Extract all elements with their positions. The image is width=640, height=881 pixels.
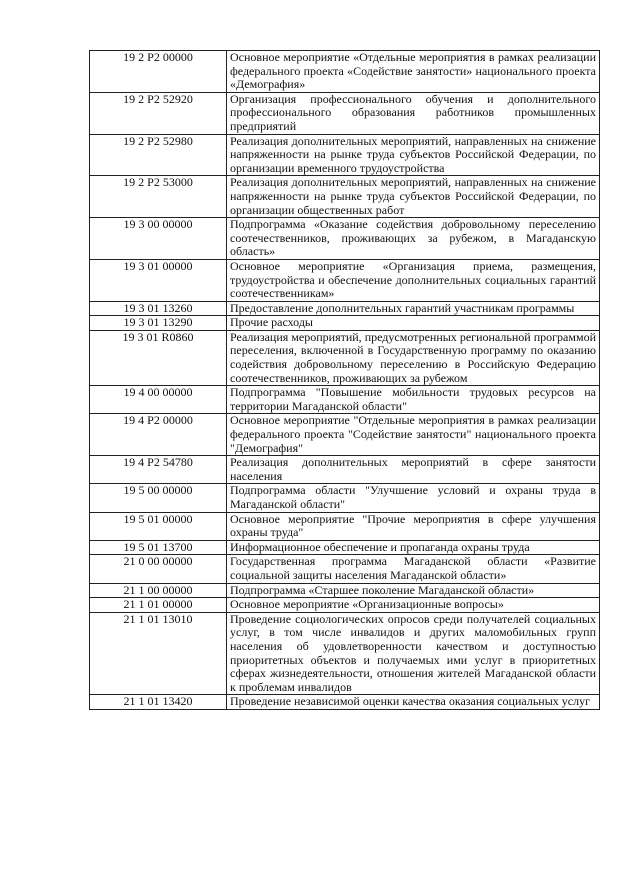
table-row — [90, 218, 600, 260]
row-description: Основное мероприятие «Организация приема, размещения, трудоустройства и обеспечение дополнительных социальных гарантий соотечественникам» — [227, 259, 600, 301]
row-description: Предоставление дополнительных гарантий участникам программы — [227, 301, 600, 316]
row-description: Прочие расходы — [227, 316, 600, 331]
table-row — [90, 583, 600, 598]
classification-code: 19 3 01 R0860 — [90, 330, 227, 385]
row-description: Реализация дополнительных мероприятий в сфере занятости населения — [227, 456, 600, 484]
row-description: Основное мероприятие «Организационные вопросы» — [227, 598, 600, 613]
table-row — [90, 695, 600, 710]
table-row — [90, 512, 600, 540]
row-description: Подпрограмма области "Улучшение условий и охраны труда в Магаданской области" — [227, 484, 600, 512]
classification-code: 21 1 01 13420 — [90, 695, 227, 710]
table-row — [90, 484, 600, 512]
budget-classification-table — [89, 50, 600, 710]
classification-code: 19 2 P2 53000 — [90, 176, 227, 218]
classification-code: 19 2 P2 52920 — [90, 92, 227, 134]
table-row — [90, 414, 600, 456]
table-row — [90, 134, 600, 176]
table-row — [90, 51, 600, 93]
row-description: Подпрограмма «Оказание содействия добровольному переселению соотечественников, проживающих за рубежом, в Магаданскую область» — [227, 218, 600, 260]
table-row — [90, 92, 600, 134]
table-row — [90, 598, 600, 613]
table-row — [90, 176, 600, 218]
row-description: Основное мероприятие «Отдельные мероприятия в рамках реализации федерального проекта «Содействие занятости» национального проекта «Демография» — [227, 51, 600, 93]
row-description: Подпрограмма «Старшее поколение Магаданской области» — [227, 583, 600, 598]
classification-code: 19 2 P2 52980 — [90, 134, 227, 176]
classification-code: 19 2 P2 00000 — [90, 51, 227, 93]
row-description: Государственная программа Магаданской области «Развитие социальной защиты населения Магаданской области» — [227, 555, 600, 583]
classification-code: 21 1 01 00000 — [90, 598, 227, 613]
table-row — [90, 301, 600, 316]
classification-code: 19 5 01 00000 — [90, 512, 227, 540]
table-row — [90, 555, 600, 583]
table-row — [90, 259, 600, 301]
classification-code: 19 5 00 00000 — [90, 484, 227, 512]
row-description: Основное мероприятие "Отдельные мероприятия в рамках реализации федерального проекта "Содействие занятости" национального проекта "Демография" — [227, 414, 600, 456]
table-row — [90, 612, 600, 695]
classification-code: 19 5 01 13700 — [90, 540, 227, 555]
classification-code: 21 0 00 00000 — [90, 555, 227, 583]
table-row — [90, 386, 600, 414]
classification-code: 21 1 01 13010 — [90, 612, 227, 695]
classification-code: 19 3 00 00000 — [90, 218, 227, 260]
classification-code: 19 4 00 00000 — [90, 386, 227, 414]
classification-code: 19 4 P2 54780 — [90, 456, 227, 484]
row-description: Проведение социологических опросов среди получателей социальных услуг, в том числе инвалидов и других маломобильных групп населения об удовлетворенности качеством и доступностью приоритетных объектов и получаемых ими услуг в приоритетных сферах жизнедеятельности, отношения жителей Магаданской области к проблемам инвалидов — [227, 612, 600, 695]
row-description: Проведение независимой оценки качества оказания социальных услуг — [227, 695, 600, 710]
classification-code: 19 3 01 13260 — [90, 301, 227, 316]
table-row — [90, 330, 600, 385]
row-description: Информационное обеспечение и пропаганда охраны труда — [227, 540, 600, 555]
table-row — [90, 456, 600, 484]
classification-code: 19 3 01 13290 — [90, 316, 227, 331]
classification-code: 21 1 00 00000 — [90, 583, 227, 598]
table-row — [90, 540, 600, 555]
row-description: Основное мероприятие "Прочие мероприятия в сфере улучшения охраны труда" — [227, 512, 600, 540]
row-description: Реализация дополнительных мероприятий, направленных на снижение напряженности на рынке труда субъектов Российской Федерации, по организации временного трудоустройства — [227, 134, 600, 176]
classification-code: 19 4 P2 00000 — [90, 414, 227, 456]
row-description: Организация профессионального обучения и дополнительного профессионального образования работников промышленных предприятий — [227, 92, 600, 134]
row-description: Реализация мероприятий, предусмотренных региональной программой переселения, включенной в Государственную программу по оказанию содействия добровольному переселению в Российскую Федерацию соотечественников, проживающих за рубежом — [227, 330, 600, 385]
classification-code: 19 3 01 00000 — [90, 259, 227, 301]
table-row — [90, 316, 600, 331]
row-description: Реализация дополнительных мероприятий, направленных на снижение напряженности на рынке труда субъектов Российской Федерации, по организации общественных работ — [227, 176, 600, 218]
row-description: Подпрограмма "Повышение мобильности трудовых ресурсов на территории Магаданской области" — [227, 386, 600, 414]
